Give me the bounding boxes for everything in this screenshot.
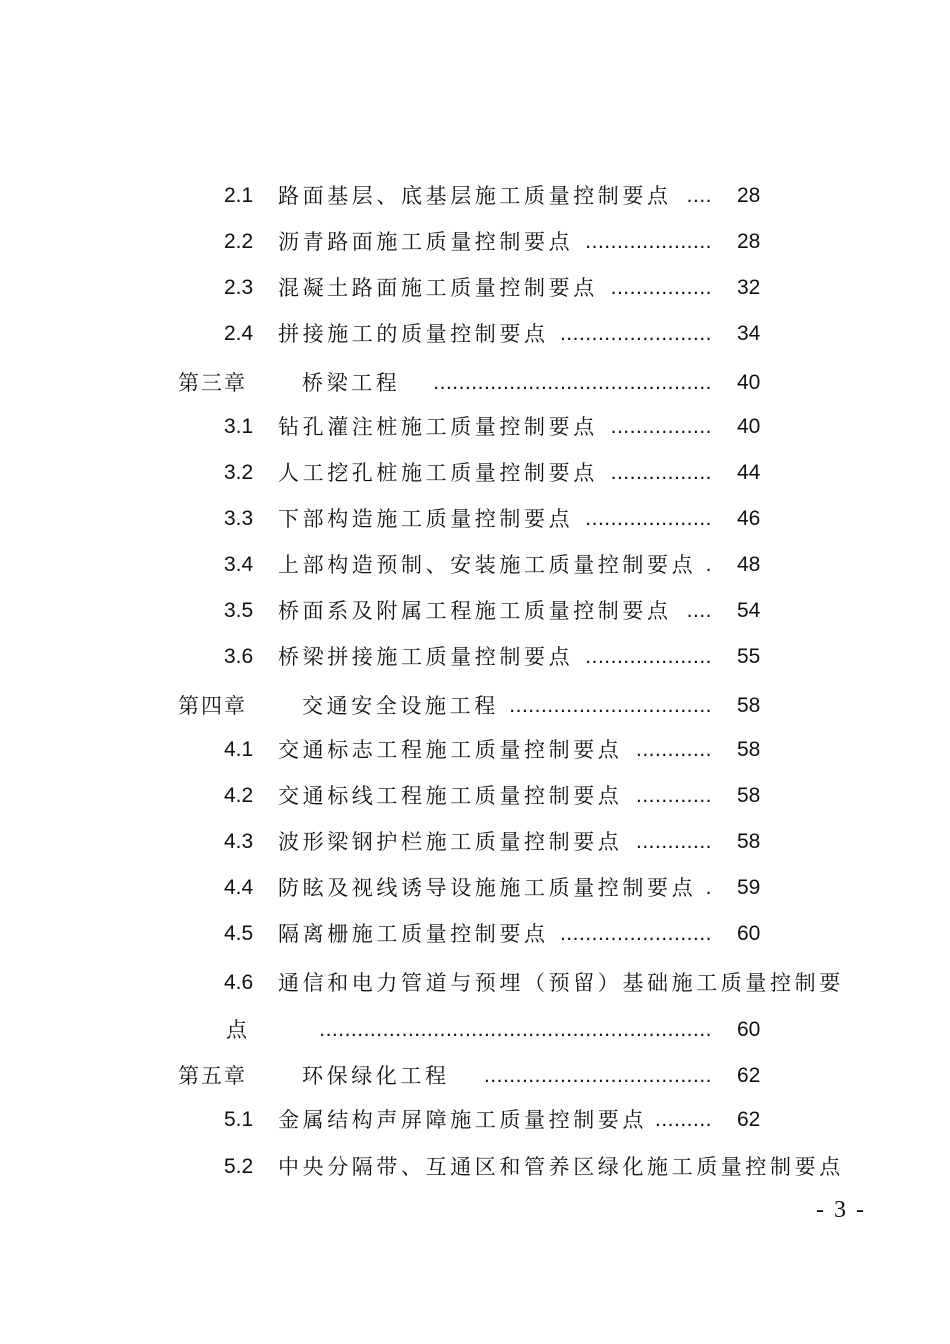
toc-leader-dots: ................: [610, 461, 712, 484]
toc-leader-dots: .........: [654, 1108, 712, 1131]
toc-leader-dots: ..............................................................: [319, 1018, 712, 1041]
toc-page-number: 58: [737, 738, 761, 761]
toc-section-entry[interactable]: [0, 968, 950, 998]
toc-page-number: 28: [737, 184, 761, 207]
toc-section-number: 4.5: [224, 922, 254, 945]
toc-entry-title: 桥梁工程: [302, 371, 401, 395]
toc-page-number: 60: [737, 1018, 761, 1041]
toc-leader-dots: .: [705, 553, 712, 576]
toc-leader-dots: ........................: [559, 922, 712, 945]
toc-section-entry[interactable]: [0, 504, 950, 534]
toc-section-entry[interactable]: [0, 227, 950, 257]
toc-entry-title: 交通标志工程施工质量控制要点: [278, 738, 623, 762]
toc-page-number: 40: [737, 371, 761, 394]
toc-leader-dots: ................: [610, 415, 712, 438]
toc-page-number: 44: [737, 461, 761, 484]
toc-entry-title: 点: [226, 1018, 251, 1042]
toc-leader-dots: ....................: [585, 230, 712, 253]
toc-section-number: 2.3: [224, 276, 254, 299]
toc-section-number: 4.1: [224, 738, 254, 761]
toc-section-entry[interactable]: [0, 458, 950, 488]
toc-entry-title: 上部构造预制、安装施工质量控制要点: [278, 553, 697, 577]
toc-section-number: 3.5: [224, 599, 254, 622]
toc-section-number: 3.4: [224, 553, 254, 576]
toc-section-entry[interactable]: [0, 273, 950, 303]
toc-page-number: 40: [737, 415, 761, 438]
toc-entry-title: 人工挖孔桩施工质量控制要点: [278, 461, 598, 485]
toc-leader-dots: ............: [635, 738, 712, 761]
toc-section-entry[interactable]: [0, 550, 950, 580]
toc-entry-title: 隔离栅施工质量控制要点: [278, 922, 549, 946]
toc-leader-dots: ................: [610, 276, 712, 299]
toc-entry-title: 下部构造施工质量控制要点: [278, 507, 574, 531]
toc-section-number: 2.2: [224, 230, 254, 253]
toc-section-entry[interactable]: [0, 596, 950, 626]
toc-page-number: 54: [737, 599, 761, 622]
toc-entry-title: 波形梁钢护栏施工质量控制要点: [278, 830, 623, 854]
toc-chapter-entry[interactable]: [0, 1061, 950, 1091]
toc-section-entry[interactable]: [0, 919, 950, 949]
toc-section-entry[interactable]: [0, 873, 950, 903]
toc-leader-dots: .: [705, 876, 712, 899]
toc-page-number: 58: [737, 830, 761, 853]
toc-page-number: 62: [737, 1064, 761, 1087]
toc-page-number: 32: [737, 276, 761, 299]
toc-section-number: 3.3: [224, 507, 254, 530]
toc-leader-dots: ....................: [585, 507, 712, 530]
toc-section-entry[interactable]: [0, 1015, 950, 1045]
toc-section-entry[interactable]: [0, 1152, 950, 1182]
toc-leader-dots: ............: [635, 830, 712, 853]
toc-section-number: 2.1: [224, 184, 254, 207]
toc-leader-dots: ............................................: [433, 371, 712, 394]
toc-entry-title: 混凝土路面施工质量控制要点: [278, 276, 598, 300]
toc-section-number: 4.2: [224, 784, 254, 807]
toc-entry-title: 路面基层、底基层施工质量控制要点: [278, 184, 672, 208]
toc-section-entry[interactable]: [0, 319, 950, 349]
toc-page-number: 58: [737, 784, 761, 807]
toc-entry-title: 桥梁拼接施工质量控制要点: [278, 645, 574, 669]
toc-chapter-number: 第三章: [178, 371, 247, 395]
toc-leader-dots: ....................................: [483, 1064, 712, 1087]
toc-entry-title: 金属结构声屏障施工质量控制要点: [278, 1108, 647, 1132]
toc-leader-dots: ................................: [509, 694, 712, 717]
toc-entry-title: 沥青路面施工质量控制要点: [278, 230, 574, 254]
toc-chapter-entry[interactable]: [0, 368, 950, 398]
toc-section-number: 5.2: [224, 1155, 254, 1178]
toc-page-number: 34: [737, 322, 761, 345]
toc-section-number: 4.3: [224, 830, 254, 853]
toc-entry-title: 钻孔灌注桩施工质量控制要点: [278, 415, 598, 439]
toc-section-entry[interactable]: [0, 781, 950, 811]
toc-page-number: 62: [737, 1108, 761, 1131]
toc-entry-title: 环保绿化工程: [302, 1064, 450, 1088]
toc-page-number: 60: [737, 922, 761, 945]
toc-section-entry[interactable]: [0, 412, 950, 442]
toc-leader-dots: ............: [635, 784, 712, 807]
toc-section-entry[interactable]: [0, 642, 950, 672]
page-number: - 3 -: [816, 1197, 866, 1223]
toc-section-number: 3.2: [224, 461, 254, 484]
toc-entry-title: 通信和电力管道与预埋（预留）基础施工质量控制要: [278, 971, 844, 995]
toc-page-number: 46: [737, 507, 761, 530]
toc-section-entry[interactable]: [0, 181, 950, 211]
toc-leader-dots: ........................: [559, 322, 712, 345]
toc-section-entry[interactable]: [0, 1105, 950, 1135]
toc-page-number: 59: [737, 876, 761, 899]
toc-leader-dots: ....: [686, 184, 712, 207]
toc-chapter-number: 第四章: [178, 694, 247, 718]
toc-section-entry[interactable]: [0, 735, 950, 765]
toc-entry-title: 交通标线工程施工质量控制要点: [278, 784, 623, 808]
toc-section-number: 4.6: [224, 971, 254, 994]
toc-section-number: 2.4: [224, 322, 254, 345]
toc-entry-title: 桥面系及附属工程施工质量控制要点: [278, 599, 672, 623]
toc-leader-dots: ....................: [585, 645, 712, 668]
toc-section-entry[interactable]: [0, 827, 950, 857]
toc-section-number: 3.1: [224, 415, 254, 438]
toc-page-number: 58: [737, 694, 761, 717]
toc-section-number: 3.6: [224, 645, 254, 668]
toc-leader-dots: ....: [686, 599, 712, 622]
toc-entry-title: 中央分隔带、互通区和管养区绿化施工质量控制要点: [278, 1155, 844, 1179]
toc-section-number: 4.4: [224, 876, 254, 899]
toc-section-number: 5.1: [224, 1108, 254, 1131]
toc-page-number: 48: [737, 553, 761, 576]
toc-chapter-entry[interactable]: [0, 691, 950, 721]
toc-chapter-number: 第五章: [178, 1064, 247, 1088]
toc-page-number: 28: [737, 230, 761, 253]
toc-entry-title: 交通安全设施工程: [302, 694, 499, 718]
toc-page-number: 55: [737, 645, 761, 668]
toc-entry-title: 拼接施工的质量控制要点: [278, 322, 549, 346]
toc-entry-title: 防眩及视线诱导设施施工质量控制要点: [278, 876, 697, 900]
